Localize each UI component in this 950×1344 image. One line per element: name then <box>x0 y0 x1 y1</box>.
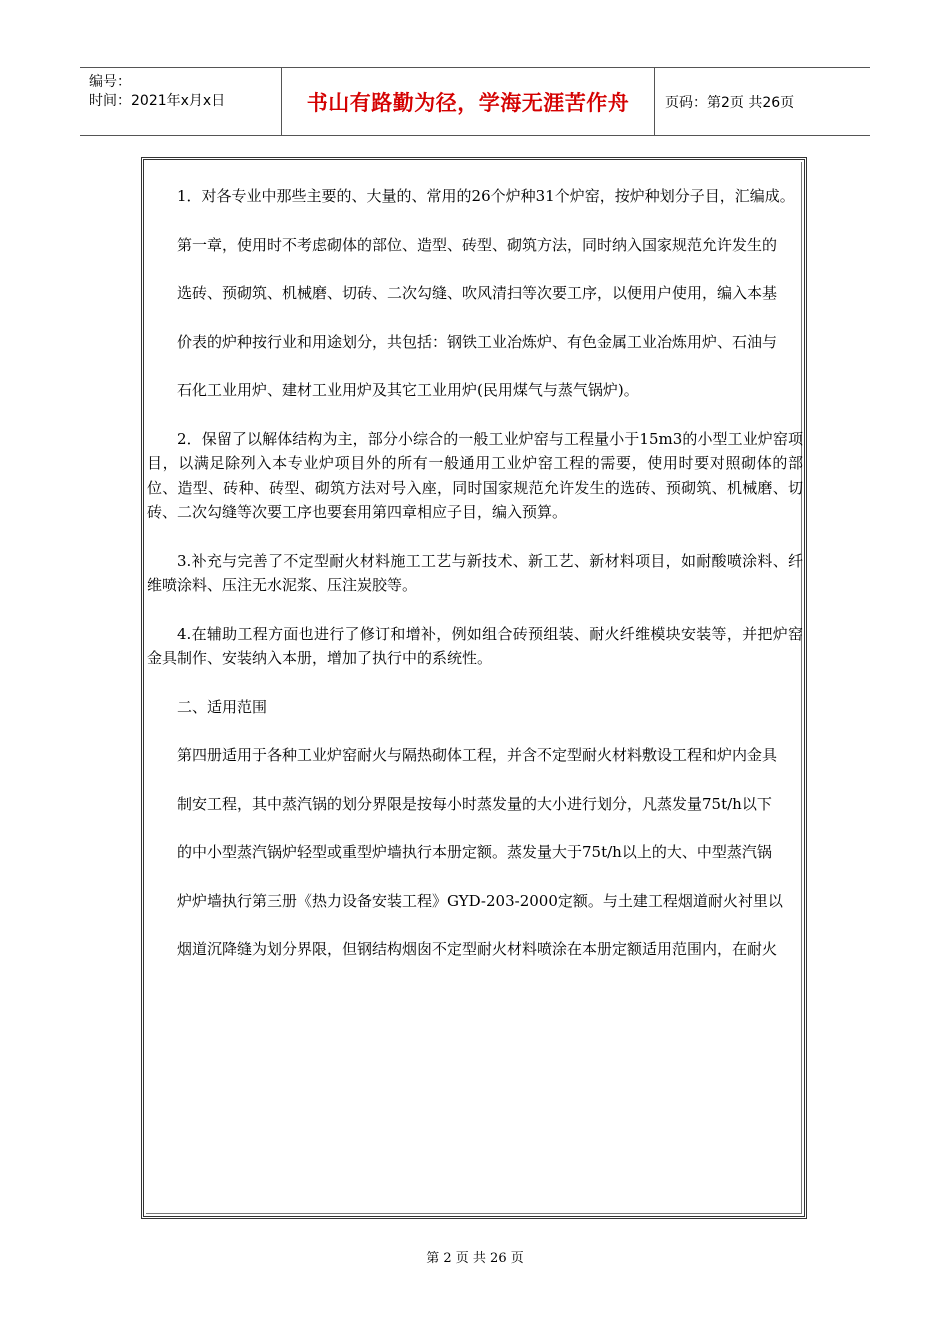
paragraph-10: 制安工程，其中蒸汽锅的划分界限是按每小时蒸发量的大小进行划分，凡蒸发量75t/h以下 <box>177 794 772 813</box>
paragraph-11: 的中小型蒸汽锅炉轻型或重型炉墙执行本册定额。蒸发量大于75t/h以上的大、中型蒸汽锅 <box>177 843 772 861</box>
paragraph-5: 石化工业用炉、建材工业用炉及其它工业用炉(民用煤气与蒸气锅炉)。 <box>177 381 639 399</box>
paragraph-3: 选砖、预砌筑、机械磨、切砖、二次勾缝、吹风清扫等次要工序，以便用户使用，编入本基 <box>177 284 778 302</box>
paragraph-12: 炉炉墙执行第三册《热力设备安装工程》GYD-203-2000定额。与土建工程烟道耐火衬里以 <box>177 891 783 910</box>
paragraph-4: 价表的炉种按行业和用途划分，共包括：钢铁工业冶炼炉、有色金属工业冶炼用炉、石油与 <box>177 332 778 351</box>
header-motto-cell <box>282 68 655 135</box>
header-motto: 书山有路勤为径，学海无涯苦作舟 <box>306 89 630 115</box>
paragraph-9: 第四册适用于各种工业炉窑耐火与隔热砌体工程，并含不定型耐火材料敷设工程和炉内金具 <box>177 746 778 764</box>
paragraph-13: 烟道沉降缝为划分界限，但钢结构烟囱不定型耐火材料喷涂在本册定额适用范围内，在耐火 <box>177 940 778 958</box>
paragraph-1: 1．对各专业中那些主要的、大量的、常用的26个炉种31个炉窑，按炉种划分子目，汇编成。 <box>177 187 795 205</box>
section-heading-scope: 二、适用范围 <box>177 697 268 716</box>
document-number-label: 编号： <box>89 74 131 90</box>
paragraph-8: 4.在辅助工程方面也进行了修订和增补，例如组合砖预组装、耐火纤维模块安装等，并把炉窑金具制作、安装纳入本册，增加了执行中的系统性。 <box>147 624 803 667</box>
header-page-info: 页码：第2页 共26页 <box>665 94 795 111</box>
paragraph-6: 2．保留了以解体结构为主，部分小综合的一般工业炉窑与工程量小于15m3的小型工业炉窑项目，以满足除列入本专业炉项目外的所有一般通用工业炉窑工程的需要，使用时要对照砌体的部位、造型、砖种、砖型、砌筑方法对号入座，同时国家规范允许发生的选砖、预砌筑、机械磨、切砖、二次勾缝等次要工序也要套用第四章相应子目，编入预算。 <box>147 429 803 521</box>
document-body <box>147 184 803 962</box>
paragraph-2: 第一章，使用时不考虑砌体的部位、造型、砖型、砌筑方法，同时纳入国家规范允许发生的 <box>177 235 778 254</box>
header-meta-cell <box>80 68 282 135</box>
paragraph-7: 3.补充与完善了不定型耐火材料施工工艺与新技术、新工艺、新材料项目，如耐酸喷涂料、纤维喷涂料、压注无水泥浆、压注炭胶等。 <box>147 551 803 594</box>
page-header <box>80 67 870 136</box>
header-page-cell <box>655 68 870 135</box>
document-date-label: 时间：2021年x月x日 <box>89 93 226 109</box>
content-frame <box>141 157 807 1219</box>
page-footer: 第 2 页 共 26 页 <box>426 1251 524 1266</box>
